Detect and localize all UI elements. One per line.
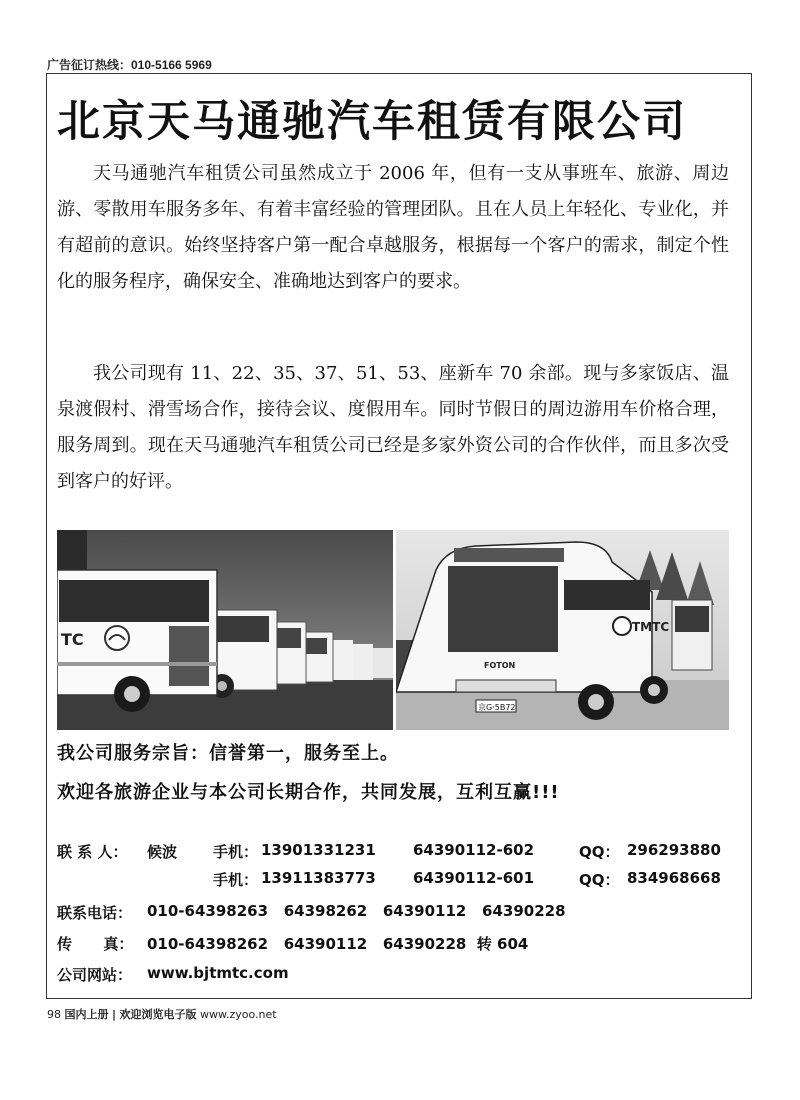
qq-label: QQ： [579,871,620,889]
website-link[interactable]: www.bjtmtc.com [147,964,289,982]
fleet-paragraph: 我公司现有 11、22、35、37、51、53、座新车 70 余部。现与多家饭店、温泉渡假村、滑雪场合作，接待会议、度假用车。同时节假日的周边游用车价格合理，服务周到。现在天马通驰汽车租赁公司已经是多家外资公司的合作伙伴，而且多次受到客户的好评。 [57,363,729,492]
page-number: 98 [47,1008,61,1021]
mobile-label: 手机： [213,843,259,861]
left-bus-logo: TC [61,630,84,649]
office-phone: 64390112-601 [413,869,535,887]
advertisement-frame [46,73,752,999]
fax-numbers: 010-64398262 64390112 64390228 转 604 [147,935,529,953]
fax-label: 传 真： [57,935,134,953]
footer-section: 国内上册 [64,1008,109,1021]
contact-person-label: 联 系 人： [57,843,128,861]
mobile-number: 13901331231 [261,841,376,859]
cooperation-slogan: 欢迎各旅游企业与本公司长期合作，共同发展，互利互赢!!! [57,782,560,803]
footer-url[interactable]: www.zyoo.net [200,1008,277,1021]
contact-person-name: 候波 [147,843,178,861]
page-footer [47,1006,277,1022]
license-plate: 京G·5B72 [478,703,516,712]
qq-number: 834968668 [627,869,721,887]
bus-fleet-photo [57,530,393,730]
coach-closeup-photo [396,530,729,730]
office-phone: 64390112-602 [413,841,535,859]
tel-label: 联系电话： [57,904,133,922]
right-bus-brand: FOTON [484,661,516,670]
ad-hotline: 广告征订热线：010-5166 5969 [47,58,212,72]
tel-numbers: 010-64398263 64398262 64390112 64390228 [147,902,566,920]
bus-photos [57,530,729,730]
web-label: 公司网站： [57,966,133,984]
footer-promo: 欢迎浏览电子版 [119,1008,197,1021]
right-bus-logo: TMTC [632,620,670,634]
footer-separator: | [112,1008,117,1021]
qq-number: 296293880 [627,841,721,859]
company-title: 北京天马通驰汽车租赁有限公司 [57,97,687,147]
intro-paragraph: 天马通驰汽车租赁公司虽然成立于 2006 年，但有一支从事班车、旅游、周边游、零散用车服务多年、有着丰富经验的管理团队。且在人员上年轻化、专业化，并有超前的意识。始终坚持客户第一配合卓越服务，根据每一个客户的需求，制定个性化的服务程序，确保安全、准确地达到客户的要求。 [57,163,729,292]
service-motto: 我公司服务宗旨：信誉第一，服务至上。 [57,743,399,764]
qq-label: QQ： [579,843,620,861]
mobile-number: 13911383773 [261,869,376,887]
mobile-label: 手机： [213,871,259,889]
